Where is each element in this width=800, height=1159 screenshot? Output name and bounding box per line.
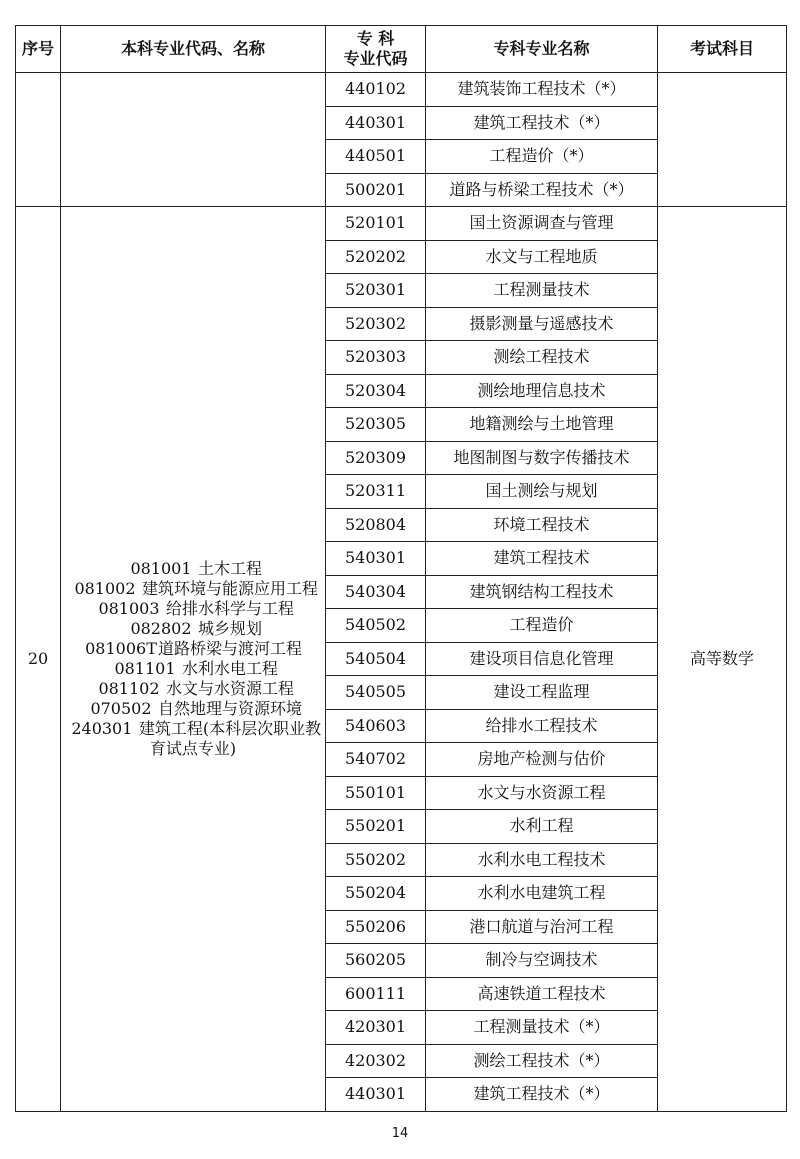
major-name-cell: 摄影测量与遥感技术 [426,307,658,341]
page-number: 14 [391,1126,409,1141]
major-code-cell: 540603 [326,709,426,743]
bachelor-major-code: 240301 [71,718,133,738]
header-code [326,26,426,73]
major-code-cell: 520301 [326,274,426,308]
major-code-cell: 520302 [326,307,426,341]
table-row [16,73,787,107]
major-name-cell: 建设工程监理 [426,676,658,710]
major-code-cell: 440102 [326,73,426,107]
bachelor-major [61,579,325,599]
major-name-cell: 工程测量技术 [426,274,658,308]
bachelor-major [61,639,325,659]
seq-cell [16,73,61,207]
header-code-line2: 专业代码 [343,49,408,68]
major-name-cell: 水文与水资源工程 [426,776,658,810]
bachelor-major-name: 道路桥梁与渡河工程 [157,638,302,658]
header-exam: 考试科目 [658,26,787,73]
major-code-cell: 550206 [326,910,426,944]
major-code-cell: 440301 [326,1078,426,1112]
major-name-cell: 测绘地理信息技术 [426,374,658,408]
major-name-cell: 国土测绘与规划 [426,475,658,509]
major-name-cell: 建筑工程技术 [426,542,658,576]
major-name-cell: 水利水电工程技术 [426,843,658,877]
major-code-cell: 500201 [326,173,426,207]
major-name-cell: 工程测量技术（*） [426,1011,658,1045]
major-code-cell: 520311 [326,475,426,509]
header-bachelor: 本科专业代码、名称 [61,26,326,73]
bachelor-major-name: 土木工程 [197,558,262,578]
major-name-cell: 测绘工程技术（*） [426,1044,658,1078]
major-code-cell: 420301 [326,1011,426,1045]
header-name: 专科专业名称 [426,26,658,73]
major-name-cell: 测绘工程技术 [426,341,658,375]
major-name-cell: 国土资源调查与管理 [426,207,658,241]
bachelor-major-code: 070502 [90,698,152,718]
major-code-cell: 520303 [326,341,426,375]
bachelor-major-name: 给排水科学与工程 [165,598,294,618]
major-code-cell: 520804 [326,508,426,542]
major-code-cell: 420302 [326,1044,426,1078]
major-code-cell: 520101 [326,207,426,241]
major-code-cell: 540702 [326,743,426,777]
bachelor-major [61,659,325,679]
major-code-cell: 440501 [326,140,426,174]
major-name-cell: 工程造价（*） [426,140,658,174]
exam-subject-cell [658,73,787,207]
major-code-cell: 540505 [326,676,426,710]
bachelor-major-code: 081003 [98,598,160,618]
major-name-cell: 给排水工程技术 [426,709,658,743]
bachelor-major-name: 水文与水资源工程 [165,678,294,698]
header-code-line1: 专 科 [356,29,395,48]
bachelor-major-name: 城乡规划 [197,618,262,638]
major-code-cell: 540504 [326,642,426,676]
major-code-cell: 540502 [326,609,426,643]
major-name-cell: 环境工程技术 [426,508,658,542]
major-name-cell: 高速铁道工程技术 [426,977,658,1011]
major-code-cell: 560205 [326,944,426,978]
major-code-cell: 550101 [326,776,426,810]
header-seq: 序号 [16,26,61,73]
major-name-cell: 制冷与空调技术 [426,944,658,978]
majors-table [15,25,787,1112]
major-code-cell: 520202 [326,240,426,274]
major-code-cell: 600111 [326,977,426,1011]
bachelor-majors-cell [61,73,326,207]
bachelor-major [61,559,325,579]
bachelor-major-code: 081001 [130,558,192,578]
bachelor-major-code: 081101 [114,658,176,678]
major-code-cell: 520309 [326,441,426,475]
bachelor-major-code: 081006T [85,638,157,658]
bachelor-major [61,599,325,619]
major-code-cell: 520304 [326,374,426,408]
major-name-cell: 水利水电建筑工程 [426,877,658,911]
bachelor-major [61,619,325,639]
bachelor-major-name: 水利水电工程 [181,658,278,678]
major-name-cell: 港口航道与治河工程 [426,910,658,944]
major-name-cell: 建设项目信息化管理 [426,642,658,676]
bachelor-majors-cell [61,207,326,1112]
major-code-cell: 440301 [326,106,426,140]
major-code-cell: 550204 [326,877,426,911]
major-name-cell: 建筑装饰工程技术（*） [426,73,658,107]
bachelor-major-code: 081102 [98,678,160,698]
major-name-cell: 建筑工程技术（*） [426,1078,658,1112]
table-row [16,207,787,241]
major-code-cell: 540304 [326,575,426,609]
major-name-cell: 建筑工程技术（*） [426,106,658,140]
major-name-cell: 建筑钢结构工程技术 [426,575,658,609]
bachelor-major [61,699,325,719]
bachelor-major-name: 建筑工程(本科层次职业教育试点专业) [138,718,322,758]
major-name-cell: 地图制图与数字传播技术 [426,441,658,475]
major-name-cell: 地籍测绘与土地管理 [426,408,658,442]
major-code-cell: 540301 [326,542,426,576]
exam-subject-cell: 高等数学 [658,207,787,1112]
bachelor-major-code: 082802 [130,618,192,638]
bachelor-major-name: 自然地理与资源环境 [157,698,302,718]
major-name-cell: 水利工程 [426,810,658,844]
major-code-cell: 550202 [326,843,426,877]
major-name-cell: 工程造价 [426,609,658,643]
header-row [16,26,787,73]
bachelor-major-name: 建筑环境与能源应用工程 [141,578,318,598]
major-name-cell: 水文与工程地质 [426,240,658,274]
major-name-cell: 道路与桥梁工程技术（*） [426,173,658,207]
bachelor-major-code: 081002 [74,578,136,598]
major-name-cell: 房地产检测与估价 [426,743,658,777]
bachelor-major [61,719,325,759]
seq-cell: 20 [16,207,61,1112]
major-code-cell: 520305 [326,408,426,442]
bachelor-major [61,679,325,699]
major-code-cell: 550201 [326,810,426,844]
